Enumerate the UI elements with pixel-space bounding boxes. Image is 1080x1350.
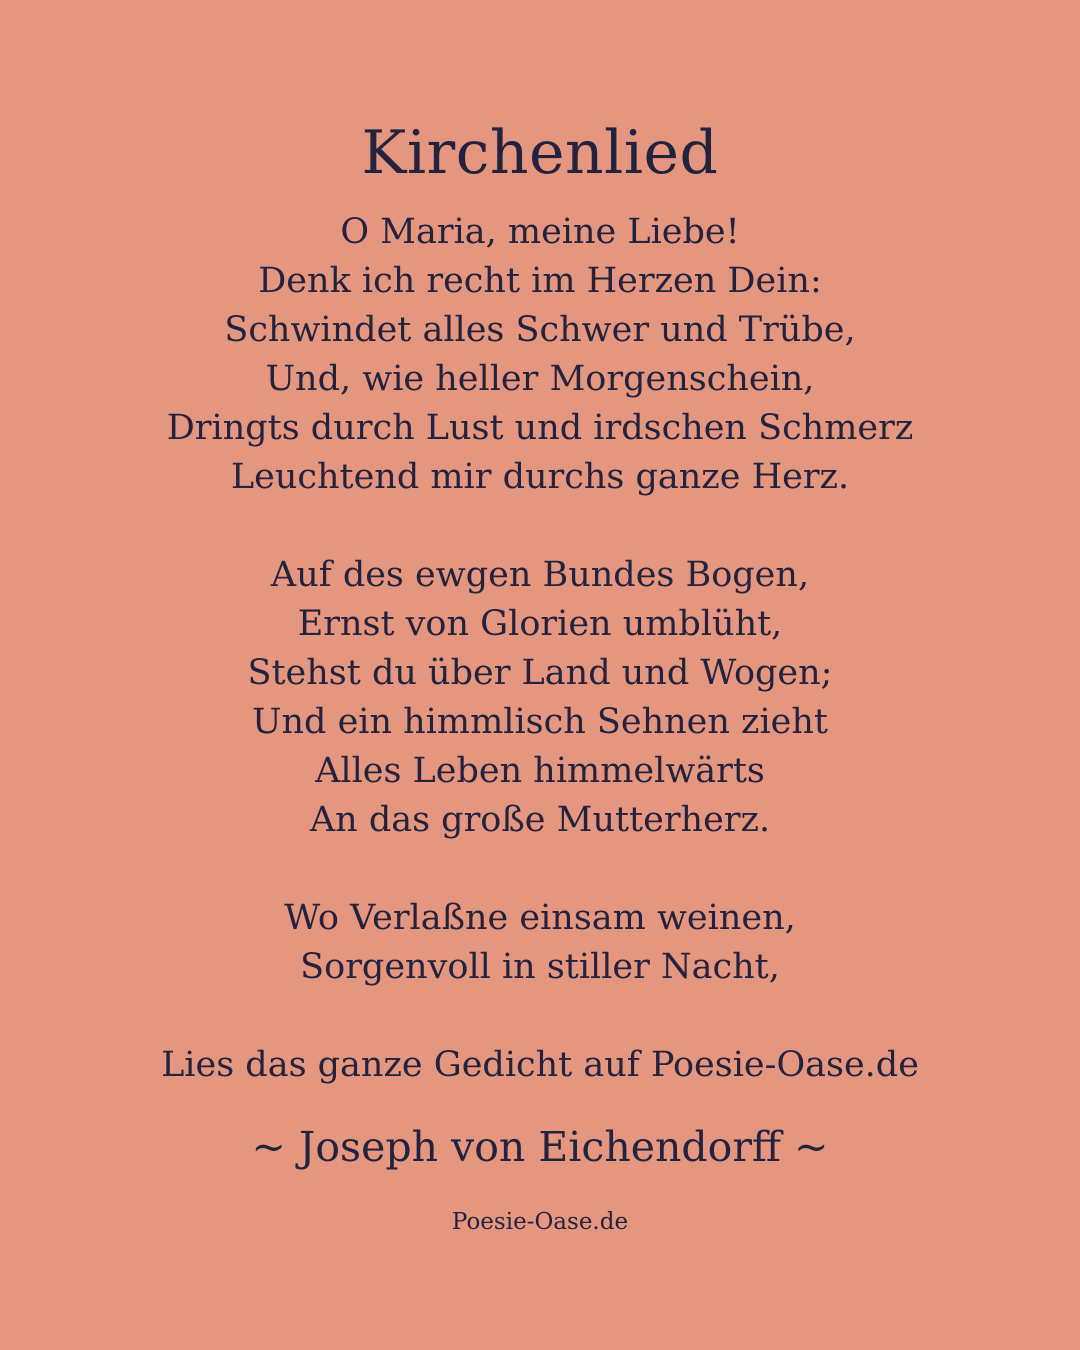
stanza-3 [0,894,1080,992]
poem-line: Leuchtend mir durchs ganze Herz. [230,457,850,497]
poem-line: Schwindet alles Schwer und Trübe, [224,310,856,350]
poem-line: Ernst von Glorien umblüht, [297,604,783,644]
poem-title: Kirchenlied [361,118,719,188]
stanza-1 [0,208,1080,502]
stanza-2 [0,551,1080,845]
poem-line: Und, wie heller Morgenschein, [265,359,815,399]
poem-line: O Maria, meine Liebe! [340,212,740,252]
poem-line: Stehst du über Land und Wogen; [247,653,833,693]
poem-line: Auf des ewgen Bundes Bogen, [270,555,810,595]
poem-line: Alles Leben himmelwärts [315,751,765,791]
poem-line: Denk ich recht im Herzen Dein: [258,261,822,301]
author-name: ~ Joseph von Eichendorff ~ [251,1123,829,1171]
poem-line: An das große Mutterherz. [309,800,771,840]
poem-line: Sorgenvoll in stiller Nacht, [300,947,780,987]
site-watermark: Poesie-Oase.de [451,1209,629,1235]
poem-body [0,208,1080,1041]
read-full-poem-note: Lies das ganze Gedicht auf Poesie-Oase.de [161,1045,919,1085]
poem-line: Und ein himmlisch Sehnen zieht [252,702,828,742]
poem-line: Wo Verlaßne einsam weinen, [284,898,796,938]
poem-line: Dringts durch Lust und irdschen Schmerz [166,408,914,448]
